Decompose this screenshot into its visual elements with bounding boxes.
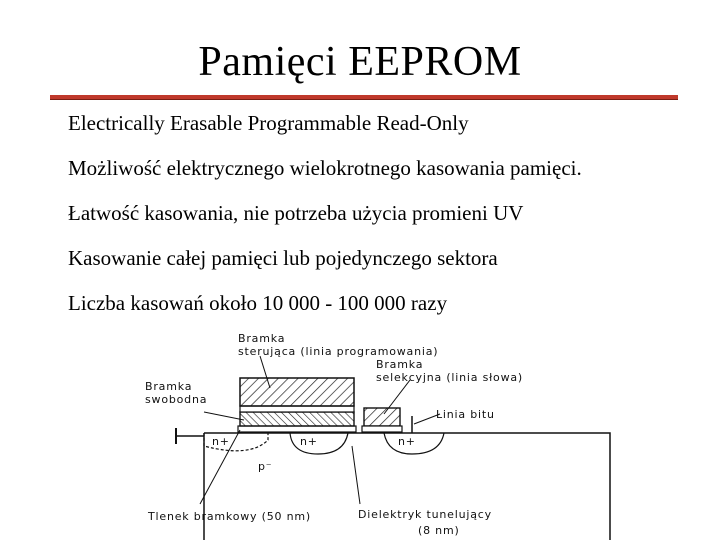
bullet-item: Łatwość kasowania, nie potrzeba użycia promieni UV [68, 201, 524, 225]
tunnel-dielectric-label-line1: Dielektryk tunelujący [358, 508, 492, 521]
bullet-item: Możliwość elektrycznego wielokrotnego kasowania pamięci. [68, 156, 582, 180]
eeprom-cell-diagram [140, 328, 620, 540]
n-plus-region-middle [290, 433, 348, 454]
n-plus-label-middle: n+ [300, 435, 318, 448]
select-gate [364, 408, 400, 426]
title-divider [50, 95, 678, 100]
bullet-item: Kasowanie całej pamięci lub pojedynczego sektora [68, 246, 498, 270]
n-plus-label-left: n+ [212, 435, 230, 448]
control-gate-label-line1: Bramka [238, 332, 286, 345]
bullet-item: Liczba kasowań około 10 000 - 100 000 razy [68, 291, 448, 315]
select-gate-label-line1: Bramka [376, 358, 424, 371]
control-gate-label-line2: sterująca (linia programowania) [238, 345, 439, 358]
ground-symbol [176, 428, 204, 444]
gate-oxide-label: Tlenek bramkowy (50 nm) [148, 510, 311, 523]
page-title: Pamięci EEPROM [198, 39, 522, 85]
p-minus-label: p⁻ [258, 460, 273, 473]
floating-gate-label-line1: Bramka [145, 380, 193, 393]
substrate-outline [204, 433, 610, 540]
tunnel-dielectric-label-line2: (8 nm) [418, 524, 460, 537]
gate-oxide-layer [238, 426, 356, 432]
bit-line-label: Linia bitu [436, 408, 495, 421]
bullet-item: Electrically Erasable Programmable Read-Only [68, 111, 469, 135]
tunnel-dielectric-leader [352, 446, 360, 504]
select-gate-oxide [362, 426, 402, 432]
floating-gate-leader [204, 412, 244, 420]
select-gate-label-line2: selekcyjna (linia słowa) [376, 371, 523, 384]
control-gate [240, 378, 354, 406]
bullet-list [68, 108, 582, 333]
floating-gate [240, 412, 354, 426]
inter-gate-dielectric [240, 406, 354, 412]
n-plus-label-right: n+ [398, 435, 416, 448]
floating-gate-label-line2: swobodna [145, 393, 208, 406]
